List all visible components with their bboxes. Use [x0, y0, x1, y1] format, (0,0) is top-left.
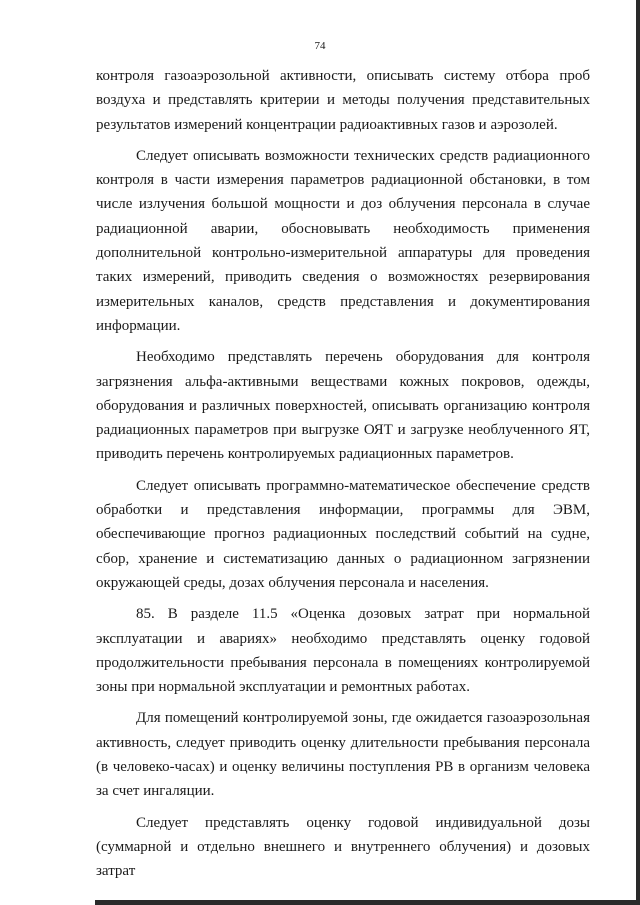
scan-edge-bottom — [95, 900, 640, 905]
paragraph-annual-dose: Следует представлять оценку годовой индивидуальной дозы (суммарной и отдельно внешнего и внутреннего облучения) и дозовых затрат — [96, 814, 590, 880]
paragraph-clause-85: 85. В разделе 11.5 «Оценка дозовых затрат при нормальной эксплуатации и авариях» необходимо представлять оценку годовой продолжительности пребывания персонала в помещениях контролируемой зоны при нормальной эксплуатации и ремонтных работах. — [96, 606, 590, 696]
paragraph-controlled-zone: Для помещений контролируемой зоны, где ожидается газоаэрозольная активность, следует приводить оценку длительности пребывания персонала (в человеко-часах) и оценку величины поступления РВ в организм человека за счет ингаляции. — [96, 710, 590, 800]
paragraph-software: Следует описывать программно-математическое обеспечение средств обработки и представления информации, программы для ЭВМ, обеспечивающие прогноз радиационных последствий событий на судне, сбор, хранение и систематизацию данных о радиационном загрязнении окружающей среды, дозах облучения персонала и населения. — [96, 477, 590, 591]
paragraph-continued: контроля газоаэрозольной активности, описывать систему отбора проб воздуха и представлять критерии и методы получения представительных результатов измерений концентрации радиоактивных газов и аэрозолей. — [96, 68, 590, 133]
paragraph-equipment-list: Необходимо представлять перечень оборудования для контроля загрязнения альфа-активными веществами кожных покровов, одежды, оборудования и различных поверхностей, описывать организацию контроля радиационных параметров при выгрузке ОЯТ и загрузке необлученного ЯТ, приводить перечень контролируемых радиационных параметров. — [96, 349, 590, 463]
paragraph-technical-means: Следует описывать возможности технических средств радиационного контроля в части измерения параметров радиационной обстановки, в том числе излучения большой мощности и доз облучения персонала в случае радиационной аварии, обосновывать необходимость применения дополнительной контрольно-измерительной аппаратуры для проведения таких измерений, приводить сведения о возможностях резервирования измерительных каналов, средств представления и документирования информации. — [96, 147, 590, 334]
document-body — [96, 64, 590, 891]
scan-edge-right — [636, 0, 640, 905]
page-number: 74 — [314, 40, 326, 52]
